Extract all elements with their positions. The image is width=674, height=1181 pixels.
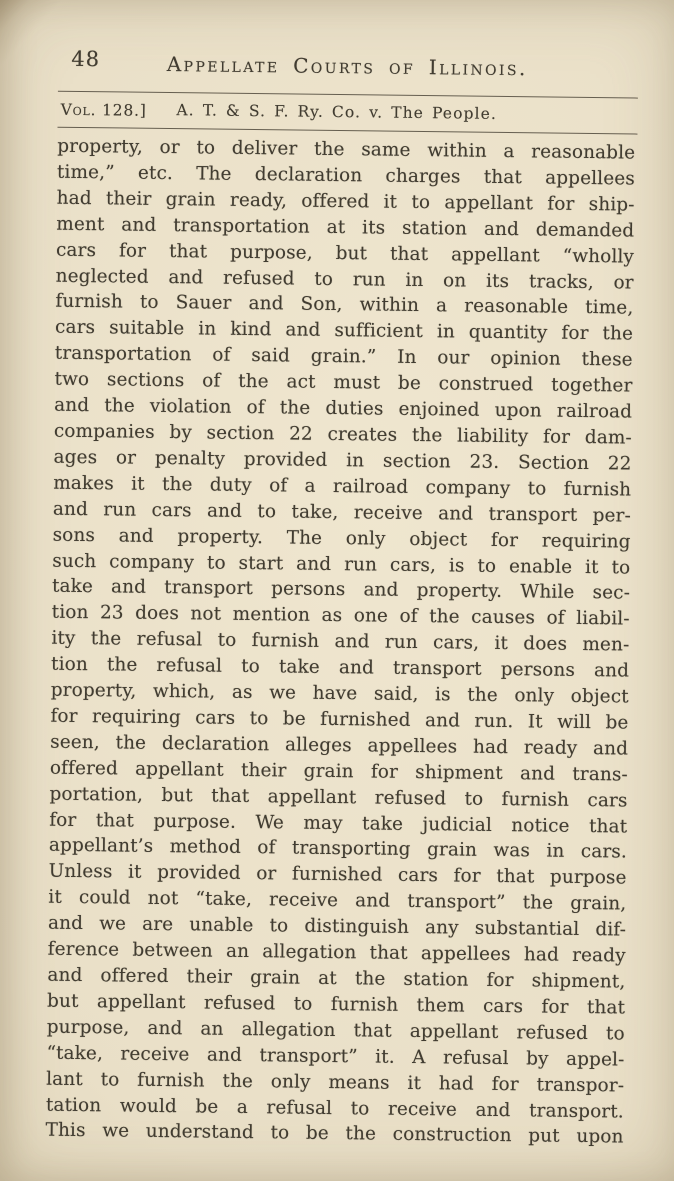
text-line: ages or penalty provided in section 23. Section 22 [53, 446, 632, 475]
body-text [45, 134, 635, 1151]
text-line: offered appellant their grain for shipment and trans- [49, 757, 628, 786]
text-line: transportation of said grain.” In our opinion these [54, 342, 633, 371]
text-line: for that purpose. We may take judicial notice that [49, 809, 628, 838]
text-line: companies by section 22 creates the liability for dam- [53, 420, 632, 449]
text-line: portation, but that appellant refused to furnish cars [49, 783, 628, 812]
text-line: cars for that purpose, but that appellant “wholly [55, 239, 635, 268]
text-line: tion the refusal to take and transport persons and [50, 653, 630, 682]
text-line: “take, receive and transport” it. A refusal by appel- [46, 1042, 625, 1071]
case-title: A. T. & S. F. Ry. Co. v. The People. [176, 101, 498, 123]
text-line: and the violation of the duties enjoined upon railroad [54, 394, 633, 423]
text-line: tation would be a refusal to receive and transport. [45, 1094, 624, 1123]
case-header [58, 100, 636, 129]
text-line: Unless it provided or furnished cars for that purpose [48, 861, 627, 889]
page-number: 48 [71, 46, 101, 72]
text-line: appellant’s method of transporting grain was in cars. [48, 835, 628, 863]
text-line: such company to start and run cars, is to enable it to [52, 550, 631, 579]
text-line: sons and property. The only object for requiring [52, 524, 631, 553]
text-line: cars suitable in kind and sufficient in quantity for the [54, 317, 634, 345]
text-line: and offered their grain at the station for shipment, [47, 964, 626, 993]
text-line: ference between an allegation that appellees had ready [47, 938, 626, 967]
text-line: had their grain ready, offered it to appellant for ship- [56, 187, 635, 216]
text-line: for requiring cars to be furnished and run. It will be [50, 705, 629, 734]
header-rule-bottom [57, 127, 637, 135]
text-line: time,” etc. The declaration charges that appellees [56, 161, 636, 190]
text-line: property, or to deliver the same within a reasonable [57, 135, 636, 164]
text-line: take and transport persons and property. While sec- [51, 576, 631, 604]
text-line: makes it the duty of a railroad company to furnish [53, 472, 632, 501]
text-line: tion 23 does not mention as one of the causes of liabil- [51, 601, 630, 630]
page-header [58, 45, 636, 88]
header-rule-top [58, 91, 638, 99]
text-line: seen, the declaration alleges appellees had ready and [50, 731, 629, 760]
text-line: neglected and refused to run in on its tracks, or [55, 265, 634, 294]
text-line: ment and transportation at its station and demanded [56, 213, 635, 242]
text-line: purpose, and an allegation that appellant refused to [46, 1016, 625, 1045]
text-line: it could not “take, receive and transport” the grain, [48, 886, 627, 915]
text-line: furnish to Sauer and Son, within a reasonable time, [55, 291, 634, 319]
text-line: property, which, as we have said, is the only object [50, 679, 629, 708]
text-line: This we understand to be the construction put upon [45, 1120, 624, 1148]
volume-label: Vol. 128.] [60, 100, 147, 120]
text-line: and we are unable to distinguish any substantial dif- [47, 912, 627, 941]
text-line: and run cars and to take, receive and transport per- [52, 498, 632, 527]
text-line: ity the refusal to furnish and run cars, it does men- [51, 627, 630, 656]
text-line: lant to furnish the only means it had for transpor- [46, 1068, 625, 1097]
running-title: Appellate Courts of Illinois. [166, 51, 528, 81]
text-line: but appellant refused to furnish them cars for that [46, 990, 626, 1019]
text-line: two sections of the act must be construed together [54, 368, 633, 397]
